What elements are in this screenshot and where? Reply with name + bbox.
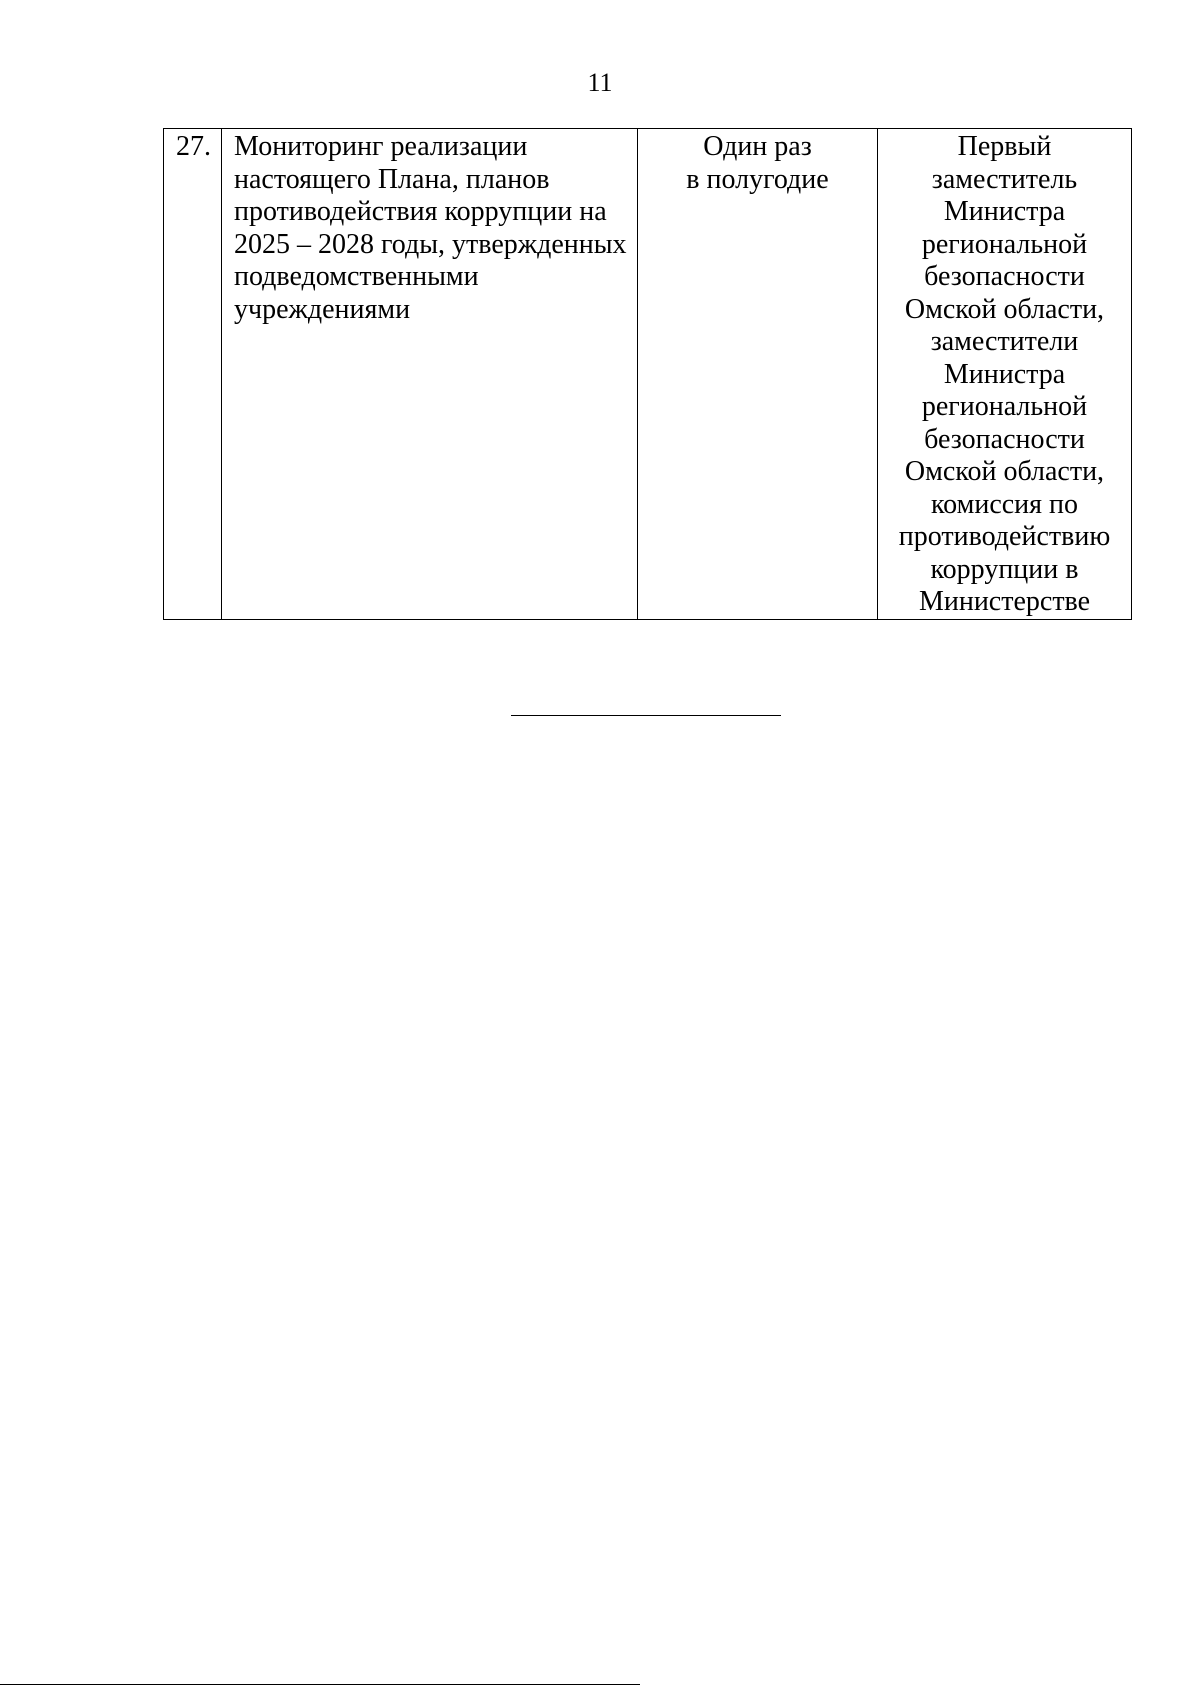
document-end-divider	[511, 715, 781, 716]
plan-table	[163, 128, 1132, 620]
responsible-persons: Первый заместитель Министра региональной безопасности Омской области, заместители Министра региональной безопасности Омской области, комиссия по противодействию коррупции в Министерстве	[878, 129, 1132, 620]
table-row	[164, 129, 1132, 620]
execution-term: Один раз в полугодие	[638, 129, 878, 620]
footer-divider	[0, 1684, 640, 1685]
page-number: 11	[587, 68, 613, 97]
row-number: 27.	[164, 129, 222, 620]
action-description: Мониторинг реализации настоящего Плана, планов противодействия коррупции на 2025 – 2028 годы, утвержденных подведомственными учреждениями	[222, 129, 638, 620]
